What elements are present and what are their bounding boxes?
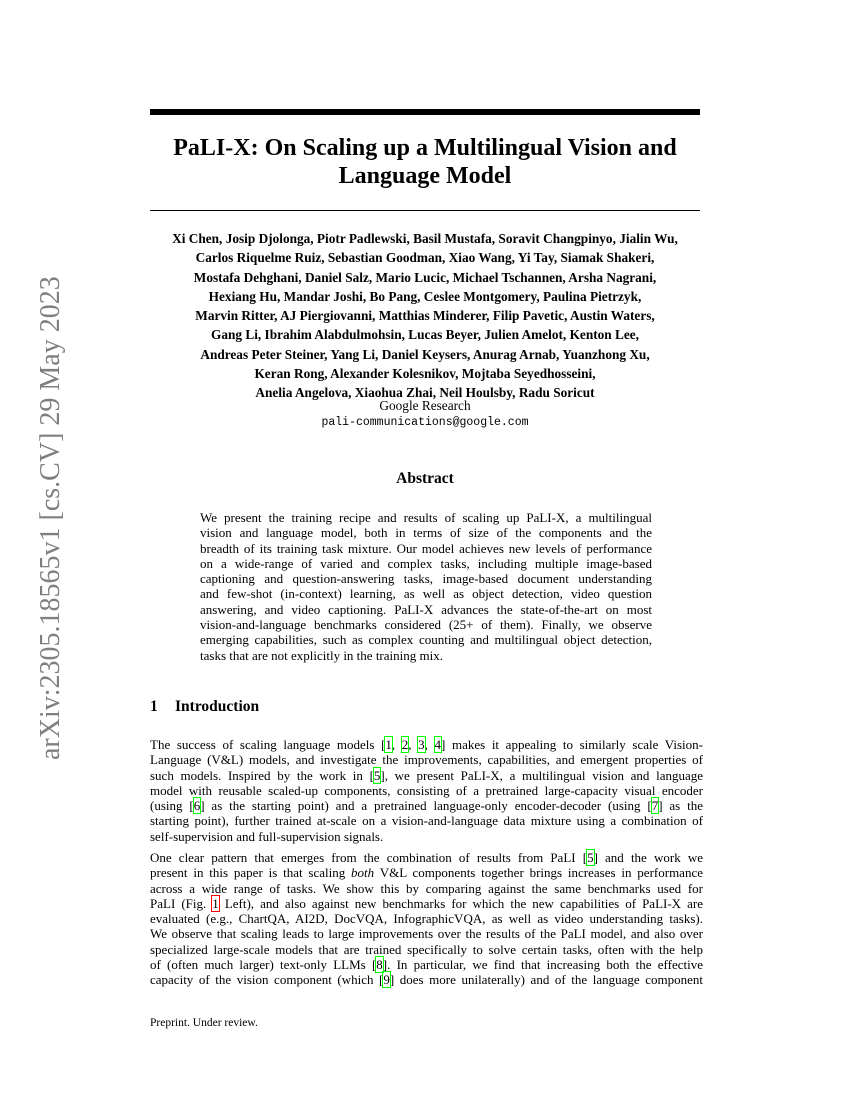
text-line: model with reusable scaled-up components, consisting of a pretrained large-capacity visual encoder — [150, 782, 703, 798]
author-line: Gang Li, Ibrahim Alabdulmohsin, Lucas Beyer, Julien Amelot, Kenton Lee, — [210, 327, 640, 343]
author-line: Carlos Riquelme Ruiz, Sebastian Goodman, Xiao Wang, Yi Tay, Siamak Shakeri, — [195, 250, 655, 266]
title-rule — [150, 210, 700, 211]
author-line: Marvin Ritter, AJ Piergiovanni, Matthias Minderer, Filip Pavetic, Austin Waters, — [195, 308, 655, 324]
citation-link[interactable]: 6 — [193, 798, 201, 814]
text-line: evaluated (e.g., ChartQA, AI2D, DocVQA, InfographicVQA, as well as video understanding tasks). — [150, 911, 703, 927]
emphasis: both — [351, 865, 375, 881]
abstract-line: on a wide-range of varied and complex tasks, including multiple image-based — [200, 555, 652, 571]
title-line: PaLI-X: On Scaling up a Multilingual Vision and — [173, 135, 677, 161]
affiliation: Google Research — [379, 398, 471, 413]
text-line: such models. Inspired by the work in [5], we present PaLI-X, a multilingual vision and language — [150, 767, 704, 783]
author-line: Andreas Peter Steiner, Yang Li, Daniel Keysers, Anurag Arnab, Yuanzhong Xu, — [200, 346, 650, 362]
abstract-heading: Abstract — [396, 470, 454, 487]
citation-link[interactable]: 2 — [401, 737, 409, 752]
citation-link[interactable]: 1 — [385, 737, 392, 752]
title-line: Language Model — [338, 163, 512, 189]
intro-paragraph-1 — [150, 737, 703, 844]
abstract-line: vision-and-language benchmarks considered (25+ of them). Finally, we observe — [200, 617, 652, 633]
citation-link[interactable]: 7 — [651, 798, 659, 814]
citation-link[interactable]: 5 — [373, 767, 381, 783]
text-line: starting point), further trained at-scale on a vision-and-language data mixture using a combination of — [150, 813, 703, 829]
citation-link[interactable]: 3 — [418, 737, 425, 752]
text-line: of (often much larger) text-only LLMs [8]. In particular, we find that increasing both the effective — [150, 957, 703, 973]
abstract-line: captioning and question-answering tasks, image-based document understanding — [200, 571, 652, 587]
abstract-line: tasks that are not explicitly in the training mix. — [200, 647, 443, 663]
citation-link[interactable]: 5 — [587, 850, 594, 865]
figure-link[interactable]: 1 — [212, 895, 219, 911]
text-line: capacity of the vision component (which [9] does more unilaterally) and of the language component — [150, 972, 703, 988]
text-line: Language (V&L) models, and investigate the improvements, capabilities, and emergent properties of — [150, 752, 703, 768]
abstract-line: vision and language model, both in terms of size of the components and the — [200, 525, 652, 541]
abstract-line: breadth of its training task mixture. Our model achieves new levels of performance — [200, 540, 652, 556]
contact-email[interactable]: pali-communications@google.com — [321, 416, 529, 429]
abstract-body — [200, 510, 652, 663]
section-heading — [150, 697, 700, 717]
author-line: Xi Chen, Josip Djolonga, Piotr Padlewski, Basil Mustafa, Soravit Changpinyo, Jialin Wu, — [172, 231, 678, 246]
abstract-line: answering, and video captioning. PaLI-X advances the state-of-the-art on most — [200, 601, 652, 617]
text-line: (using [6] as the starting point) and a pretrained language-only encoder-decoder (using [7] as the — [150, 798, 703, 814]
text-line: We observe that scaling leads to large improvements over the results of the PaLI model, and also over — [150, 926, 703, 942]
author-list — [150, 229, 700, 403]
section-title: Introduction — [175, 698, 260, 715]
section-number: 1 — [150, 698, 158, 715]
text-line: specialized large-scale models that are trained specifically to solve certain tasks, often with the help — [150, 941, 703, 957]
abstract-line: emerging capabilities, such as complex counting and multilingual object detection, — [200, 632, 652, 648]
text-line: PaLI (Fig. 1 Left), and also against new benchmarks for which the new capabilities of PaLI-X are — [150, 895, 703, 911]
intro-paragraph-2 — [150, 850, 703, 988]
author-line: Hexiang Hu, Mandar Joshi, Bo Pang, Ceslee Montgomery, Paulina Pietrzyk, — [208, 288, 642, 304]
abstract-line: We present the training recipe and results of scaling up PaLI-X, a multilingual — [200, 510, 652, 525]
citation-link[interactable]: 4 — [434, 737, 442, 752]
author-line: Mostafa Dehghani, Daniel Salz, Mario Lucic, Michael Tschannen, Arsha Nagrani, — [193, 269, 657, 285]
abstract-line: and few-shot (in-context) learning, as well as object detection, video question — [200, 586, 652, 602]
paper-title — [150, 134, 700, 190]
arxiv-stamp: arXiv:2305.18565v1 [cs.CV] 29 May 2023 — [35, 276, 66, 760]
author-line: Anelia Angelova, Xiaohua Zhai, Neil Houlsby, Radu Soricut — [255, 385, 595, 401]
text-line: present in this paper is that scaling both V&L components together brings increases in performance — [150, 865, 703, 881]
citation-link[interactable]: 9 — [383, 972, 390, 988]
text-line: One clear pattern that emerges from the combination of results from PaLI [5] and the work we — [150, 850, 703, 865]
text-line: self-supervision and full-supervision signals. — [150, 828, 384, 844]
text-line: The success of scaling language models [1, 2, 3, 4] makes it appealing to similarly scale Vision- — [150, 737, 703, 752]
footer-note: Preprint. Under review. — [150, 1017, 258, 1029]
top-rule — [150, 109, 700, 115]
author-line: Keran Rong, Alexander Kolesnikov, Mojtaba Seyedhosseini, — [254, 366, 596, 382]
citation-link[interactable]: 8 — [376, 957, 383, 973]
text-line: across a wide range of tasks. We show this by comparing against the same benchmarks used for — [150, 880, 703, 896]
